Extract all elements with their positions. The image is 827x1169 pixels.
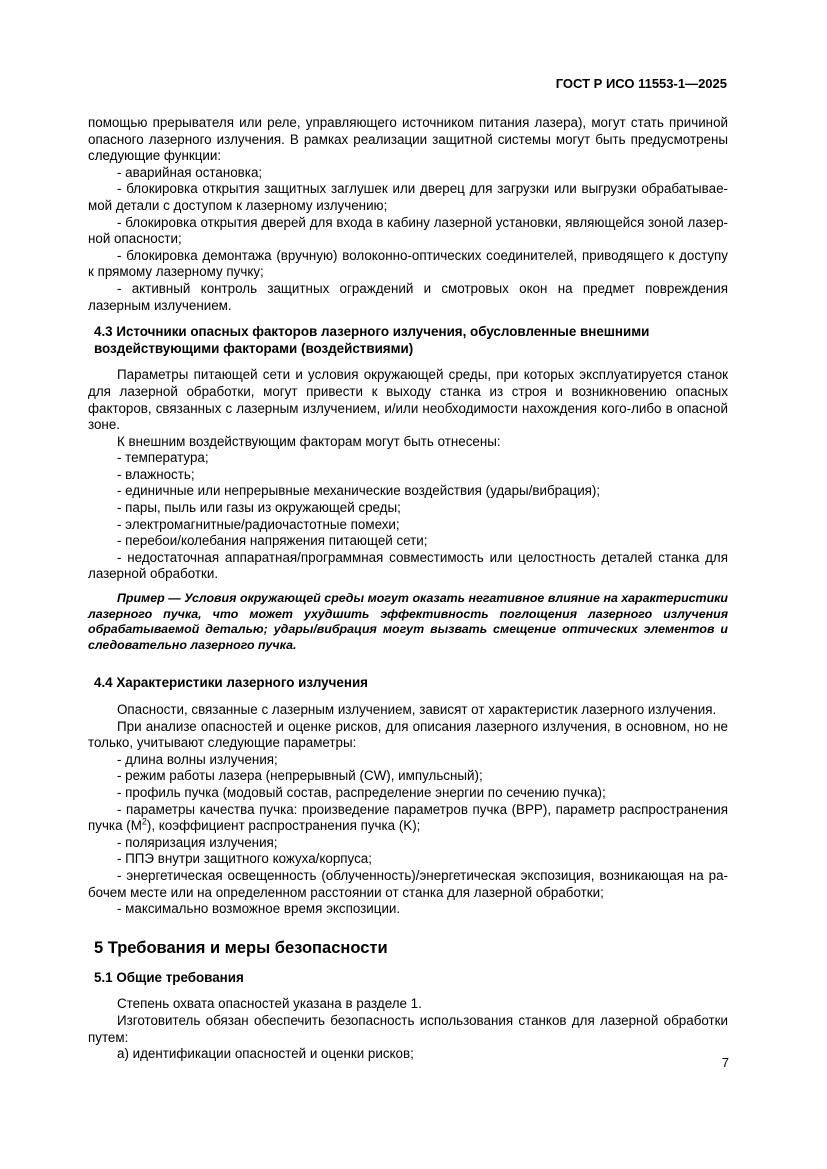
list-item: - блокировка открытия защитных заглушек или дверец для загрузки или выгрузки обрабатываемой детали с доступом к лазерному излучению;: [88, 181, 728, 213]
page-number: 7: [721, 1055, 729, 1070]
list-item: - недостаточная аппаратная/программная совместимость или целостность деталей станка для лазерной обработки.: [88, 549, 728, 582]
section-5-1-paragraph: Степень охвата опасностей указана в разделе 1.: [117, 996, 422, 1012]
list-item: - длина волны излучения;: [117, 751, 278, 767]
section-4-3-title: 4.3 Источники опасных факторов лазерного излучения, обусловленные внешними воздействующими факторами (воздействиями): [94, 324, 650, 356]
section-4-4-paragraph: Опасности, связанные с лазерным излучением, зависят от характеристик лазерного излучения.: [117, 702, 717, 717]
list-item: - блокировка открытия дверей для входа в кабину лазерной установки, являющейся зоной лазерной опасности;: [88, 214, 728, 247]
section-4-3-list-intro: К внешним воздействующим факторам могут быть отнесены:: [117, 433, 501, 449]
list-item: - электромагнитные/радиочастотные помехи;: [117, 516, 400, 532]
list-item: - поляризация излучения;: [117, 834, 278, 850]
list-item: а) идентификации опасностей и оценки рисков;: [117, 1046, 414, 1062]
list-item-beam-quality: [88, 802, 728, 835]
beam-quality-text-b: ), коэффициент распространения пучка (K);: [146, 818, 421, 834]
page-content: [88, 115, 728, 1063]
list-item: - единичные или непрерывные механические воздействия (удары/вибрация);: [117, 483, 601, 499]
list-item: - профиль пучка (модовый состав, распределение энергии по сечению пучка);: [117, 784, 606, 800]
section-4-3-paragraph: Параметры питающей сети и условия окружающей среды, при которых эксплуатируется станок для лазерной обработки, могут привести к выходу станка из строя и возникновению опасных факторов, связанных с лазерным излучением, и/или необходимости нахождения кого-либо в опасной зоне.: [88, 367, 728, 433]
list-item: - активный контроль защитных ограждений и смотровых окон на предмет повреждения лазерным излучением.: [88, 280, 728, 313]
list-item: - блокировка демонтажа (вручную) волоконно-оптических соединителей, приводящего к доступу к прямому лазерному пучку;: [88, 247, 728, 280]
list-item: - аварийная остановка;: [117, 164, 263, 180]
beam-quality-text-a: - параметры качества пучка: произведение параметров пучка (BPP), параметр распространения пучка (M: [88, 801, 728, 834]
beam-quality-superscript: 2: [141, 816, 147, 827]
list-item: - режим работы лазера (непрерывный (CW), импульсный);: [117, 768, 483, 784]
list-item: - энергетическая освещенность (облученность)/энергетическая экспозиция, возникающая на рабочем месте или на определенном расстоянии от станка для лазерной обработки;: [88, 867, 728, 900]
intro-paragraph: помощью прерывателя или реле, управляющего источником питания лазера), могут стать причиной опасного лазерного излучения. В рамках реализации защитной системы могут быть предусмотрены следующие функции:: [88, 115, 728, 164]
section-4-4-title: 4.4 Характеристики лазерного излучения: [94, 675, 368, 691]
list-item: - максимально возможное время экспозиции.: [117, 901, 401, 917]
list-item: - перебои/колебания напряжения питающей сети;: [117, 533, 428, 549]
section-5-1-paragraph-2: Изготовитель обязан обеспечить безопасность использования станков для лазерной обработки путем:: [88, 1012, 728, 1045]
list-item: - пары, пыль или газы из окружающей среды;: [117, 500, 401, 516]
section-5-1-title: 5.1 Общие требования: [94, 969, 244, 985]
document-header: ГОСТ Р ИСО 11553-1—2025: [555, 76, 727, 91]
section-4-4-list-intro: При анализе опасностей и оценке рисков, для описания лазерного излучения, в основном, но не только, учитывают следующие параметры:: [88, 718, 728, 751]
list-item: - температура;: [117, 450, 209, 466]
section-5-title: 5 Требования и меры безопасности: [94, 938, 388, 957]
example-note: Пример — Условия окружающей среды могут оказать негативное влияние на характеристики лазерного пучка, что может ухудшить эффективность поглощения лазерного излучения обрабатываемой деталью; удары/вибрация могут вызвать смещение оптических элементов и следовательно лазерного пучка.: [88, 591, 728, 652]
list-item: - ППЭ внутри защитного кожуха/корпуса;: [117, 851, 372, 867]
list-item: - влажность;: [117, 466, 195, 482]
